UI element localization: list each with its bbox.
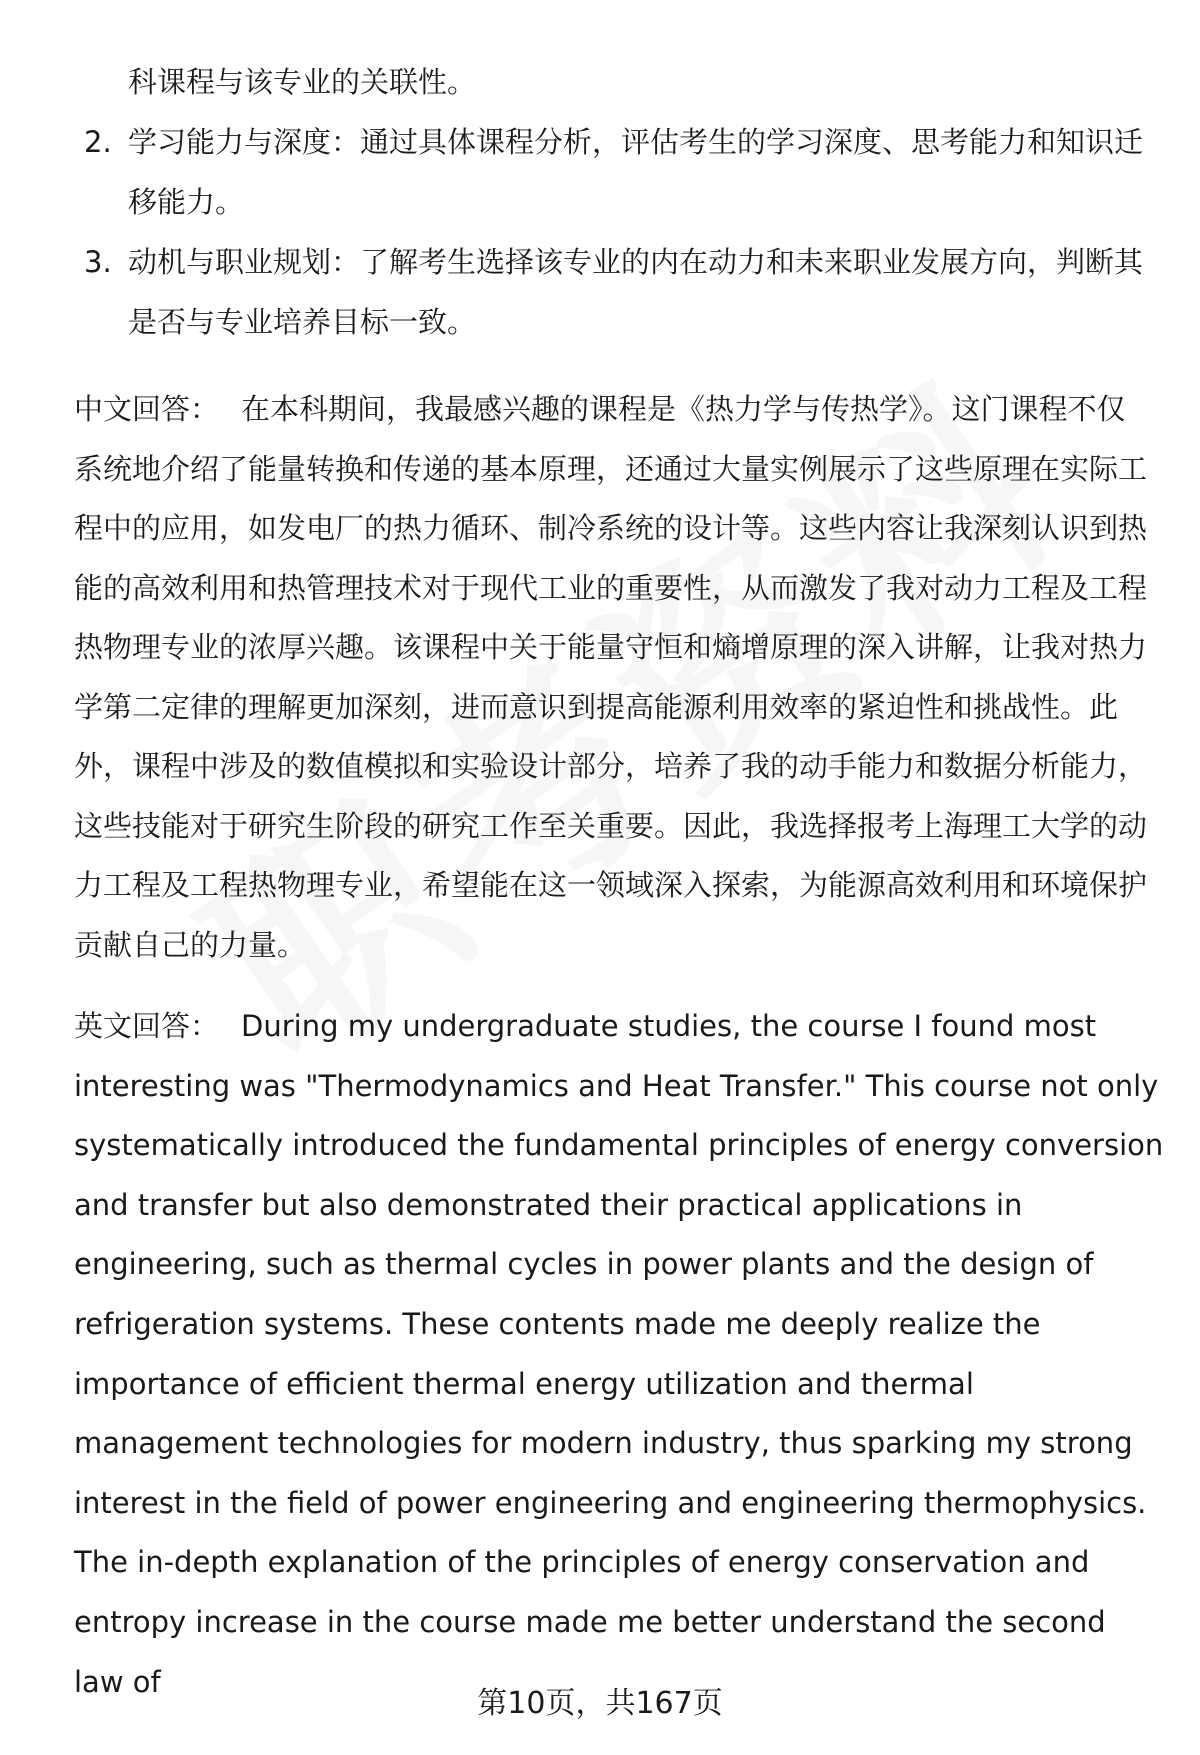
list-number: 3. (84, 245, 112, 279)
list-item-text: 学习能力与深度：通过具体课程分析，评估考生的学习深度、思考能力和知识迁移能力。 (128, 125, 1144, 219)
document-body (74, 52, 1164, 1712)
chinese-answer-text: 在本科期间，我最感兴趣的课程是《热力学与传热学》。这门课程不仅系统地介绍了能量转换和传递的基本原理，还通过大量实例展示了这些原理在实际工程中的应用，如发电厂的热力循环、制冷系统的设计等。这些内容让我深刻认识到热能的高效利用和热管理技术对于现代工业的重要性，从而激发了我对动力工程及工程热物理专业的浓厚兴趣。该课程中关于能量守恒和熵增原理的深入讲解，让我对热力学第二定律的理解更加深刻，进而意识到提高能源利用效率的紧迫性和挑战性。此外，课程中涉及的数值模拟和实验设计部分，培养了我的动手能力和数据分析能力，这些技能对于研究生阶段的研究工作至关重要。因此，我选择报考上海理工大学的动力工程及工程热物理专业，希望能在这一领域深入探索，为能源高效利用和环境保护贡献自己的力量。 (74, 392, 1148, 962)
chinese-answer (74, 380, 1154, 975)
list-item-2 (74, 112, 1154, 232)
english-answer-label: 英文回答： (74, 1009, 220, 1043)
english-answer (74, 997, 1164, 1712)
page-footer: 第10页，共167页 (477, 1686, 723, 1721)
list-number: 2. (84, 125, 112, 159)
list-item-1-tail: 科课程与该专业的关联性。 (128, 65, 477, 99)
list-item-3 (74, 232, 1154, 352)
chinese-answer-label: 中文回答： (74, 392, 220, 426)
english-answer-text: During my undergraduate studies, the course I found most interesting was "Thermodynamics and Heat Transfer." This course not only systematically introduced the fundamental principles of energy conversion and transfer but also demonstrated their practical applications in engineering, such as thermal cycles in power plants and the design of refrigeration systems. These contents made me deeply realize the importance of efficient thermal energy utilization and thermal management technologies for modern industry, thus sparking my strong interest in the field of power engineering and engineering thermophysics. The in-depth explanation of the principles of energy conservation and entropy increase in the course made me better understand the second law of (74, 1009, 1164, 1699)
list-item-text: 动机与职业规划：了解考生选择该专业的内在动力和未来职业发展方向，判断其是否与专业培养目标一致。 (128, 245, 1144, 339)
